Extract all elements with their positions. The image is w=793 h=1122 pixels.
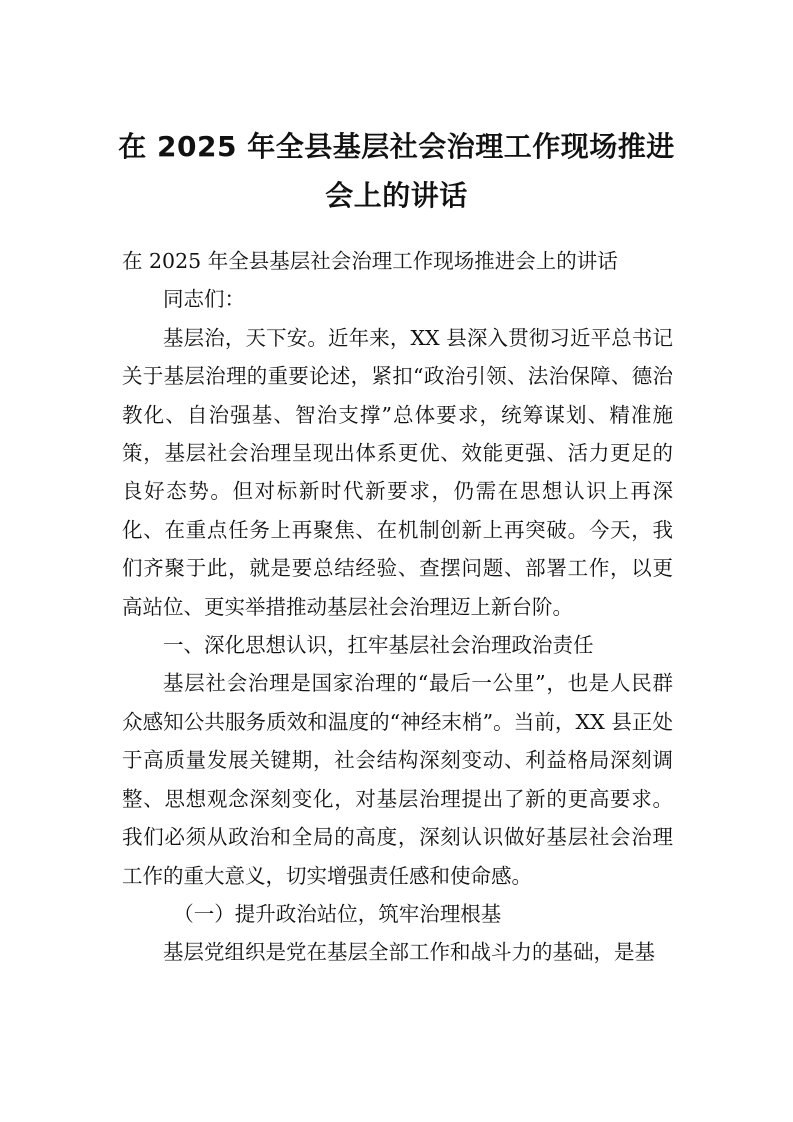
body-paragraph: 基层社会治理是国家治理的“最后一公里”，也是人民群众感知公共服务质效和温度的“神经末梢”。当前，XX 县正处于高质量发展关键期，社会结构深刻变动、利益格局深刻调整、思想观念深刻变化，对基层治理提出了新的更高要求。我们必须从政治和全局的高度，深刻认识做好基层社会治理工作的重大意义，切实增强责任感和使命感。 (122, 671, 673, 888)
subtitle-paragraph: 在 2025 年全县基层社会治理工作现场推进会上的讲话 (122, 249, 618, 273)
body-paragraph: 基层治，天下安。近年来，XX 县深入贯彻习近平总书记关于基层治理的重要论述，紧扣“政治引领、法治保障、德治教化、自治强基、智治支撑”总体要求，统筹谋划、精准施策，基层社会治理呈现出体系更优、效能更强、活力更足的良好态势。但对标新时代新要求，仍需在思想认识上再深化、在重点任务上再聚焦、在机制创新上再突破。今天，我们齐聚于此，就是要总结经验、查摆问题、部署工作，以更高站位、更实举措推动基层社会治理迈上新台阶。 (122, 325, 673, 619)
title-line-1: 在 2025 年全县基层社会治理工作现场推进 (118, 130, 675, 163)
section-heading: 一、深化思想认识，扛牢基层社会治理政治责任 (163, 633, 594, 658)
subsection-heading: （一）提升政治站位，筑牢治理根基 (173, 901, 502, 926)
title-line-2: 会上的讲话 (325, 179, 468, 212)
document-title (90, 122, 703, 220)
salutation: 同志们： (163, 287, 245, 312)
document-body (122, 242, 673, 972)
body-paragraph: 基层党组织是党在基层全部工作和战斗力的基础，是基 (163, 940, 655, 965)
